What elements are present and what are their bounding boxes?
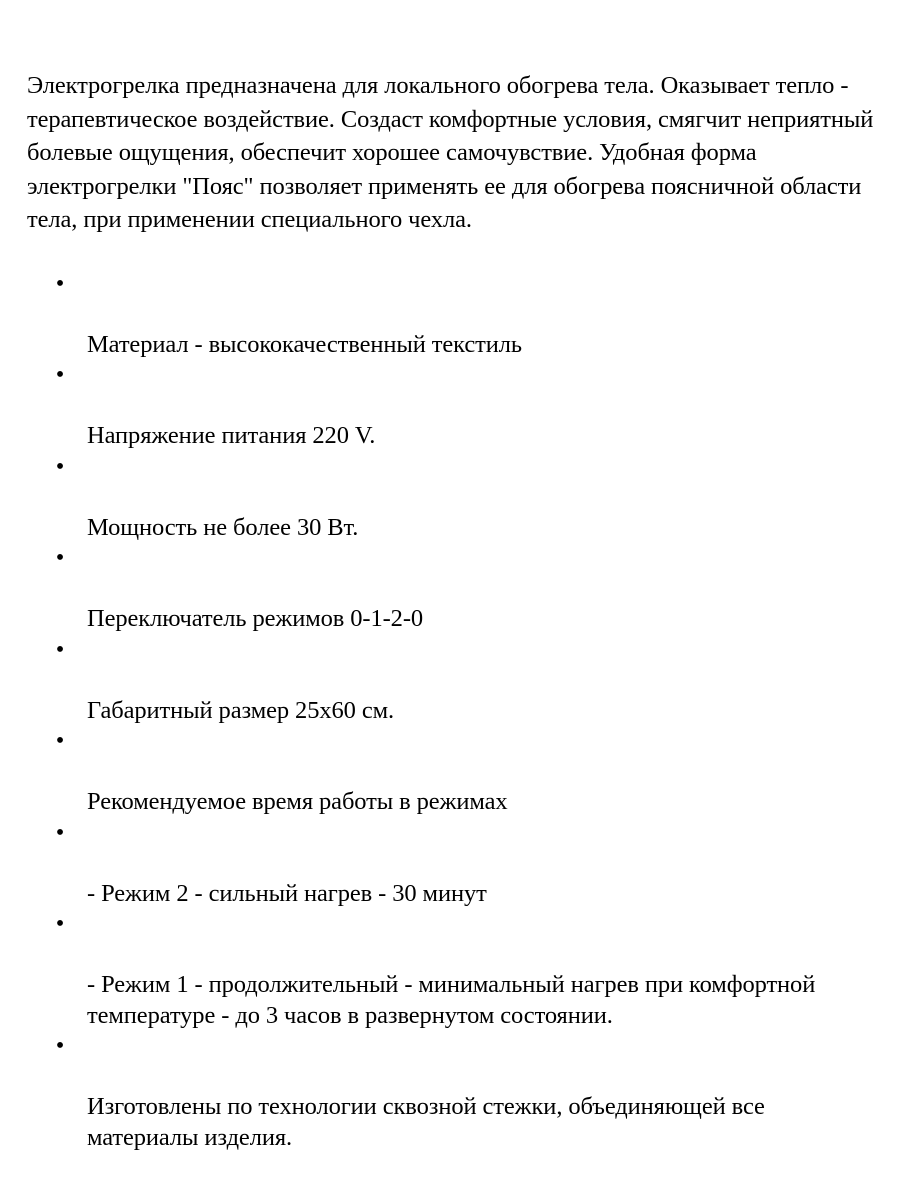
bullet-icon: • bbox=[55, 452, 65, 480]
spec-item-voltage bbox=[27, 360, 887, 452]
intro-paragraph: Электрогрелка предназначена для локального обогрева тела. Оказывает тепло - терапевтическое воздействие. Создаст комфортные условия, смягчит неприятный болевые ощущения, обеспечит хорошее самочувствие. Удобная форма электрогрелки "Пояс" позволяет применять ее для обогрева поясничной области тела, при применении специального чехла. bbox=[27, 72, 874, 233]
bullet-icon: • bbox=[55, 361, 65, 388]
spec-item-dimensions bbox=[27, 635, 887, 727]
spec-item-mode-1 bbox=[27, 909, 887, 1031]
spec-text: Мощность не более 30 Вт. bbox=[87, 513, 359, 541]
spec-text: Рекомендуемое время работы в режимах bbox=[87, 788, 508, 815]
bullet-icon: • bbox=[55, 910, 65, 937]
spec-text: Габаритный размер 25х60 см. bbox=[87, 696, 395, 724]
spec-item-material bbox=[27, 269, 887, 361]
spec-list bbox=[27, 269, 887, 1154]
spec-text: - Режим 2 - сильный нагрев - 30 минут bbox=[87, 879, 487, 907]
spec-text: Напряжение питания 220 V. bbox=[87, 422, 376, 449]
bullet-icon: • bbox=[55, 727, 65, 754]
spec-item-mode-2 bbox=[27, 818, 887, 910]
bullet-icon: • bbox=[55, 269, 65, 297]
spec-text: Переключатель режимов 0-1-2-0 bbox=[87, 605, 424, 632]
spec-item-mode-switch bbox=[27, 543, 887, 635]
spec-item-stitching bbox=[27, 1031, 887, 1153]
spec-text: - Режим 1 - продолжительный - минимальный нагрев при комфортной температуре - до 3 часов в развернутом состоянии. bbox=[87, 971, 816, 1029]
spec-item-power bbox=[27, 452, 887, 544]
bullet-icon: • bbox=[55, 635, 65, 663]
spec-text: Материал - высококачественный текстиль bbox=[87, 330, 522, 358]
spec-text: Изготовлены по технологии сквозной стежки, объединяющей все материалы изделия. bbox=[87, 1093, 765, 1151]
document-content bbox=[27, 69, 887, 1153]
bullet-icon: • bbox=[55, 1032, 65, 1059]
bullet-icon: • bbox=[55, 544, 65, 571]
spec-item-recommended-time bbox=[27, 726, 887, 818]
bullet-icon: • bbox=[55, 818, 65, 846]
